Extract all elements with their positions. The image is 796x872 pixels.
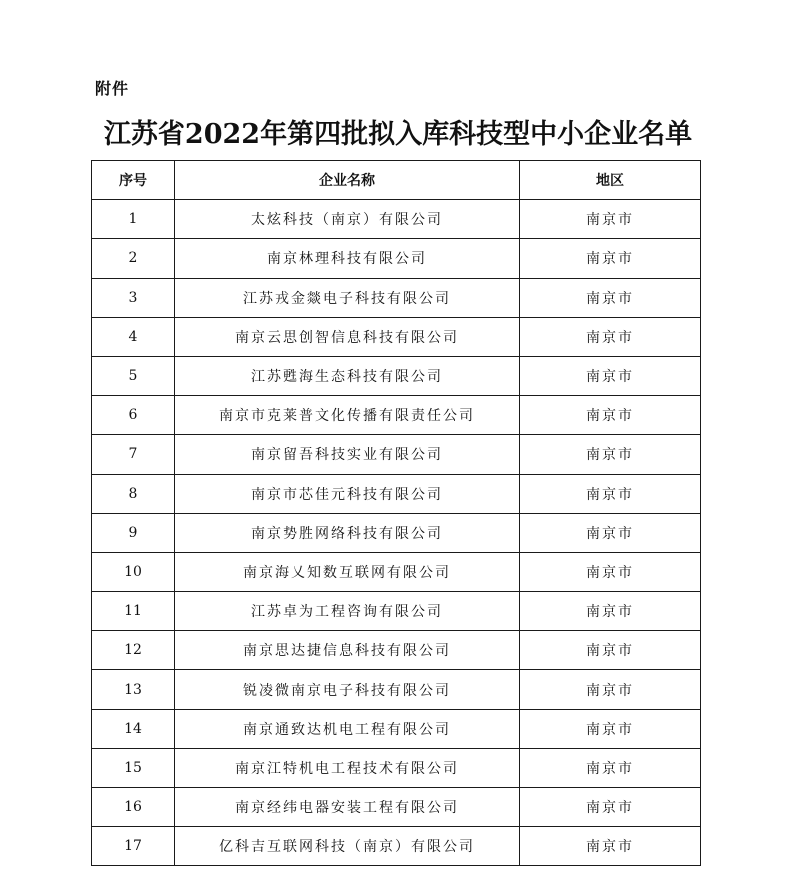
table-row — [92, 278, 701, 317]
table-row — [92, 200, 701, 239]
cell-company-name: 南京留吾科技实业有限公司 — [175, 435, 520, 474]
cell-region: 南京市 — [520, 239, 701, 278]
cell-region: 南京市 — [520, 709, 701, 748]
table-header-row — [92, 161, 701, 200]
cell-region: 南京市 — [520, 748, 701, 787]
cell-serial-number: 10 — [92, 552, 175, 591]
cell-company-name: 锐凌微南京电子科技有限公司 — [175, 670, 520, 709]
table-row — [92, 239, 701, 278]
cell-serial-number: 11 — [92, 592, 175, 631]
table-row — [92, 513, 701, 552]
cell-serial-number: 14 — [92, 709, 175, 748]
document-title: 江苏省2022年第四批拟入库科技型中小企业名单 — [103, 119, 693, 150]
cell-company-name: 江苏戎金燚电子科技有限公司 — [175, 278, 520, 317]
cell-serial-number: 15 — [92, 748, 175, 787]
table-row — [92, 788, 701, 827]
cell-region: 南京市 — [520, 200, 701, 239]
cell-company-name: 亿科吉互联网科技（南京）有限公司 — [175, 827, 520, 866]
table-row — [92, 396, 701, 435]
cell-region: 南京市 — [520, 670, 701, 709]
table-row — [92, 474, 701, 513]
cell-company-name: 南京思达捷信息科技有限公司 — [175, 631, 520, 670]
table-body — [92, 200, 701, 866]
cell-region: 南京市 — [520, 592, 701, 631]
table-row — [92, 356, 701, 395]
cell-region: 南京市 — [520, 631, 701, 670]
header-region: 地区 — [520, 161, 701, 200]
cell-company-name: 南京势胜网络科技有限公司 — [175, 513, 520, 552]
cell-company-name: 江苏甦海生态科技有限公司 — [175, 356, 520, 395]
table-row — [92, 709, 701, 748]
cell-region: 南京市 — [520, 552, 701, 591]
cell-serial-number: 8 — [92, 474, 175, 513]
cell-serial-number: 5 — [92, 356, 175, 395]
cell-region: 南京市 — [520, 356, 701, 395]
cell-serial-number: 9 — [92, 513, 175, 552]
cell-serial-number: 2 — [92, 239, 175, 278]
cell-serial-number: 12 — [92, 631, 175, 670]
cell-region: 南京市 — [520, 513, 701, 552]
attachment-label: 附件 — [95, 79, 130, 98]
cell-region: 南京市 — [520, 278, 701, 317]
cell-serial-number: 3 — [92, 278, 175, 317]
table-row — [92, 748, 701, 787]
table-row — [92, 435, 701, 474]
cell-company-name: 江苏卓为工程咨询有限公司 — [175, 592, 520, 631]
enterprise-table — [91, 160, 701, 866]
table-row — [92, 670, 701, 709]
cell-company-name: 太炫科技（南京）有限公司 — [175, 200, 520, 239]
cell-region: 南京市 — [520, 788, 701, 827]
cell-serial-number: 13 — [92, 670, 175, 709]
table-row — [92, 592, 701, 631]
cell-serial-number: 7 — [92, 435, 175, 474]
cell-region: 南京市 — [520, 827, 701, 866]
cell-serial-number: 17 — [92, 827, 175, 866]
cell-company-name: 南京云思创智信息科技有限公司 — [175, 317, 520, 356]
cell-company-name: 南京市芯佳元科技有限公司 — [175, 474, 520, 513]
header-company-name: 企业名称 — [175, 161, 520, 200]
header-serial-number: 序号 — [92, 161, 175, 200]
cell-company-name: 南京通致达机电工程有限公司 — [175, 709, 520, 748]
cell-company-name: 南京江特机电工程技术有限公司 — [175, 748, 520, 787]
table-row — [92, 827, 701, 866]
cell-serial-number: 6 — [92, 396, 175, 435]
cell-serial-number: 1 — [92, 200, 175, 239]
table-row — [92, 631, 701, 670]
cell-company-name: 南京市克莱普文化传播有限责任公司 — [175, 396, 520, 435]
cell-serial-number: 4 — [92, 317, 175, 356]
cell-region: 南京市 — [520, 396, 701, 435]
cell-region: 南京市 — [520, 474, 701, 513]
cell-company-name: 南京海乂知数互联网有限公司 — [175, 552, 520, 591]
table-row — [92, 317, 701, 356]
table-row — [92, 552, 701, 591]
cell-company-name: 南京经纬电器安装工程有限公司 — [175, 788, 520, 827]
cell-region: 南京市 — [520, 435, 701, 474]
cell-region: 南京市 — [520, 317, 701, 356]
cell-serial-number: 16 — [92, 788, 175, 827]
cell-company-name: 南京林理科技有限公司 — [175, 239, 520, 278]
